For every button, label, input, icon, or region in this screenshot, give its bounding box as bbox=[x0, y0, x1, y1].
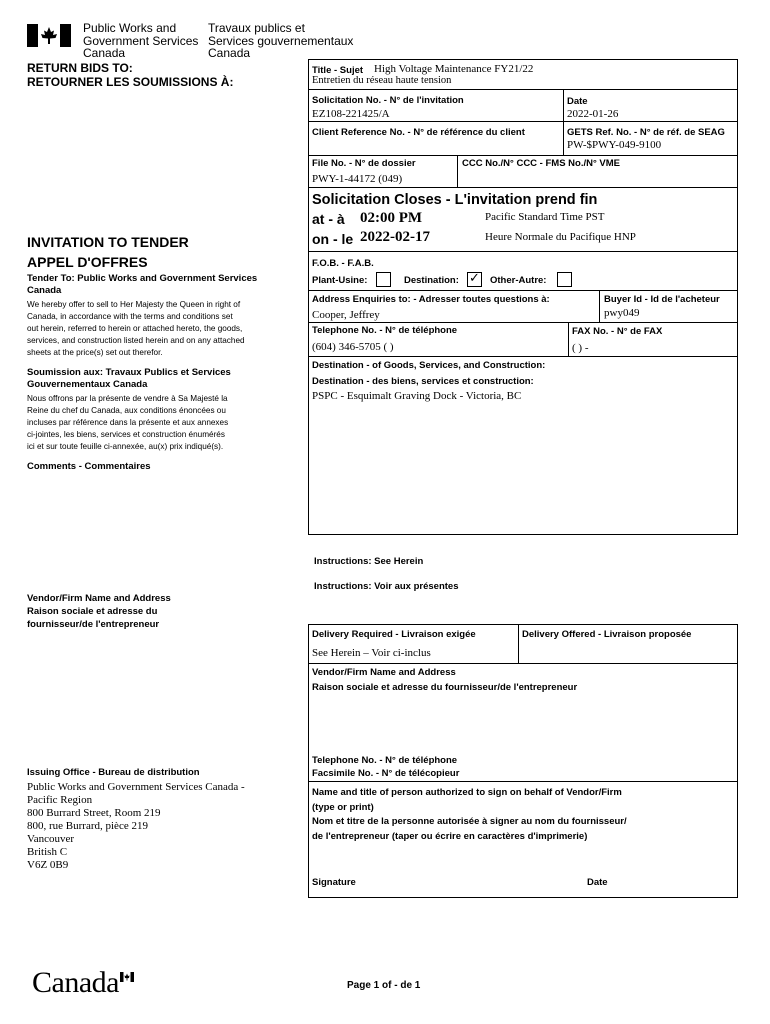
telephone-value: (604) 346-5705 ( ) bbox=[312, 341, 394, 353]
date-label: Date bbox=[567, 96, 588, 107]
wordmark-flag-icon bbox=[120, 969, 134, 987]
destination-goods-label: Destination - of Goods, Services, and Construction: bbox=[312, 360, 546, 371]
signature-date-label: Date bbox=[587, 877, 608, 888]
solicitation-number-label: Solicitation No. - N° de l'invitation bbox=[312, 95, 464, 106]
department-name-fr: Travaux publics et Services gouvernementaux Canada bbox=[208, 21, 354, 60]
time-zone-fr: Heure Normale du Pacifique HNP bbox=[485, 231, 636, 243]
title-label: Title - Sujet bbox=[312, 65, 364, 76]
fax-label: FAX No. - N° de FAX bbox=[572, 326, 663, 337]
plant-usine-checkbox[interactable] bbox=[376, 272, 391, 287]
canada-flag-icon bbox=[27, 24, 71, 47]
destination-checkbox[interactable] bbox=[467, 272, 482, 287]
delivery-required-label: Delivery Required - Livraison exigée bbox=[312, 629, 476, 640]
address-enquiries-value: Cooper, Jeffrey bbox=[312, 309, 380, 321]
closing-date-label: on - le bbox=[312, 231, 354, 247]
other-autre-checkbox[interactable] bbox=[557, 272, 572, 287]
page-number: Page 1 of - de 1 bbox=[347, 980, 421, 991]
soumission-heading: Soumission aux: Travaux Publics et Services Gouvernementaux Canada bbox=[27, 367, 231, 390]
date-value: 2022-01-26 bbox=[567, 108, 619, 120]
closing-date-value: 2022-02-17 bbox=[360, 229, 430, 245]
gets-ref-value: PW-$PWY-049-9100 bbox=[567, 139, 662, 151]
plant-usine-label: Plant-Usine: bbox=[312, 275, 368, 286]
soumission-text: Nous offrons par la présente de vendre à Sa Majesté la Reine du chef du Canada, aux conditions énoncées ou incluses par référence dans la présente et aux annexes ci-jointes, les biens, services et construction énumérés ici et sur toute feuille ci-annexée, au(x) prix indiqué(s). bbox=[27, 394, 229, 451]
vendor-telephone-label: Telephone No. - N° de téléphone bbox=[312, 755, 458, 766]
solicitation-closes-heading: Solicitation Closes - L'invitation prend fin bbox=[312, 192, 598, 208]
file-number-value: PWY-1-44172 (049) bbox=[312, 173, 403, 185]
buyer-id-label: Buyer Id - Id de l'acheteur bbox=[604, 294, 720, 305]
delivery-required-value: See Herein – Voir ci-inclus bbox=[312, 647, 431, 659]
return-bids-heading: RETURN BIDS TO: RETOURNER LES SOUMISSIONS À: bbox=[27, 61, 234, 89]
canada-wordmark: Canada bbox=[32, 966, 119, 1000]
delivery-offered-label: Delivery Offered - Livraison proposée bbox=[522, 629, 692, 640]
comments-label: Comments - Commentaires bbox=[27, 461, 151, 472]
vendor-name-label: Vendor/Firm Name and Address Raison sociale et adresse du fournisseur/de l'entrepreneur bbox=[27, 593, 171, 630]
gets-ref-label: GETS Ref. No. - N° de réf. de SEAG bbox=[567, 127, 725, 138]
fax-value: ( ) - bbox=[572, 342, 589, 354]
title-value: High Voltage Maintenance FY21/22 bbox=[374, 63, 534, 75]
closing-time-value: 02:00 PM bbox=[360, 210, 423, 226]
title-value-fr: Entretien du réseau haute tension bbox=[312, 75, 452, 86]
tender-to-heading: Tender To: Public Works and Government Services Canada bbox=[27, 273, 258, 296]
issuing-office-label: Issuing Office - Bureau de distribution bbox=[27, 767, 200, 778]
time-zone-en: Pacific Standard Time PST bbox=[485, 211, 605, 223]
invitation-heading: INVITATION TO TENDER APPEL D'OFFRES bbox=[27, 234, 189, 270]
vendor-fax-label: Facsimile No. - N° de télécopieur bbox=[312, 768, 460, 779]
client-reference-label: Client Reference No. - N° de référence du client bbox=[312, 127, 525, 138]
address-enquiries-label: Address Enquiries to: - Adresser toutes questions à: bbox=[312, 294, 550, 305]
instructions-en: Instructions: See Herein bbox=[314, 556, 424, 567]
ccc-number-label: CCC No./N° CCC - FMS No./N° VME bbox=[462, 158, 621, 169]
vendor-firm-label: Vendor/Firm Name and Address bbox=[312, 667, 456, 678]
signature-label: Signature bbox=[312, 877, 356, 888]
vendor-firm-label-fr: Raison sociale et adresse du fournisseur/de l'entrepreneur bbox=[312, 682, 578, 693]
authorized-signer-label: Name and title of person authorized to sign on behalf of Vendor/Firm (type or print) Nom et titre de la personne autorisée à signer au nom du fournisseur/ de l'entrepreneur (taper ou écrire en caractères d'imprimerie) bbox=[312, 787, 627, 842]
telephone-label: Telephone No. - N° de téléphone bbox=[312, 325, 458, 336]
tender-to-text: We hereby offer to sell to Her Majesty the Queen in right of Canada, in accordance with the terms and conditions set out herein, referred to herein or attached hereto, the goods, services, and construction listed herein and on any attached sheets at the price(s) set out therefor. bbox=[27, 300, 245, 357]
department-name-en: Public Works and Government Services Canada bbox=[83, 21, 199, 60]
destination-goods-value: PSPC - Esquimalt Graving Dock - Victoria, BC bbox=[312, 390, 522, 402]
other-autre-label: Other-Autre: bbox=[490, 275, 547, 286]
destination-label: Destination: bbox=[404, 275, 459, 286]
buyer-id-value: pwy049 bbox=[604, 307, 640, 319]
solicitation-number-value: EZ108-221425/A bbox=[312, 108, 390, 120]
instructions-fr: Instructions: Voir aux présentes bbox=[314, 581, 459, 592]
checkmark-icon: ✓ bbox=[469, 271, 480, 286]
file-number-label: File No. - N° de dossier bbox=[312, 158, 416, 169]
destination-goods-label-fr: Destination - des biens, services et construction: bbox=[312, 376, 534, 387]
issuing-office-address: Public Works and Government Services Canada - Pacific Region 800 Burrard Street, Room 219 800, rue Burrard, pièce 219 Vancouver British C V6Z 0B9 bbox=[27, 781, 245, 871]
fob-label: F.O.B. - F.A.B. bbox=[312, 258, 374, 269]
closing-time-label: at - à bbox=[312, 211, 345, 227]
